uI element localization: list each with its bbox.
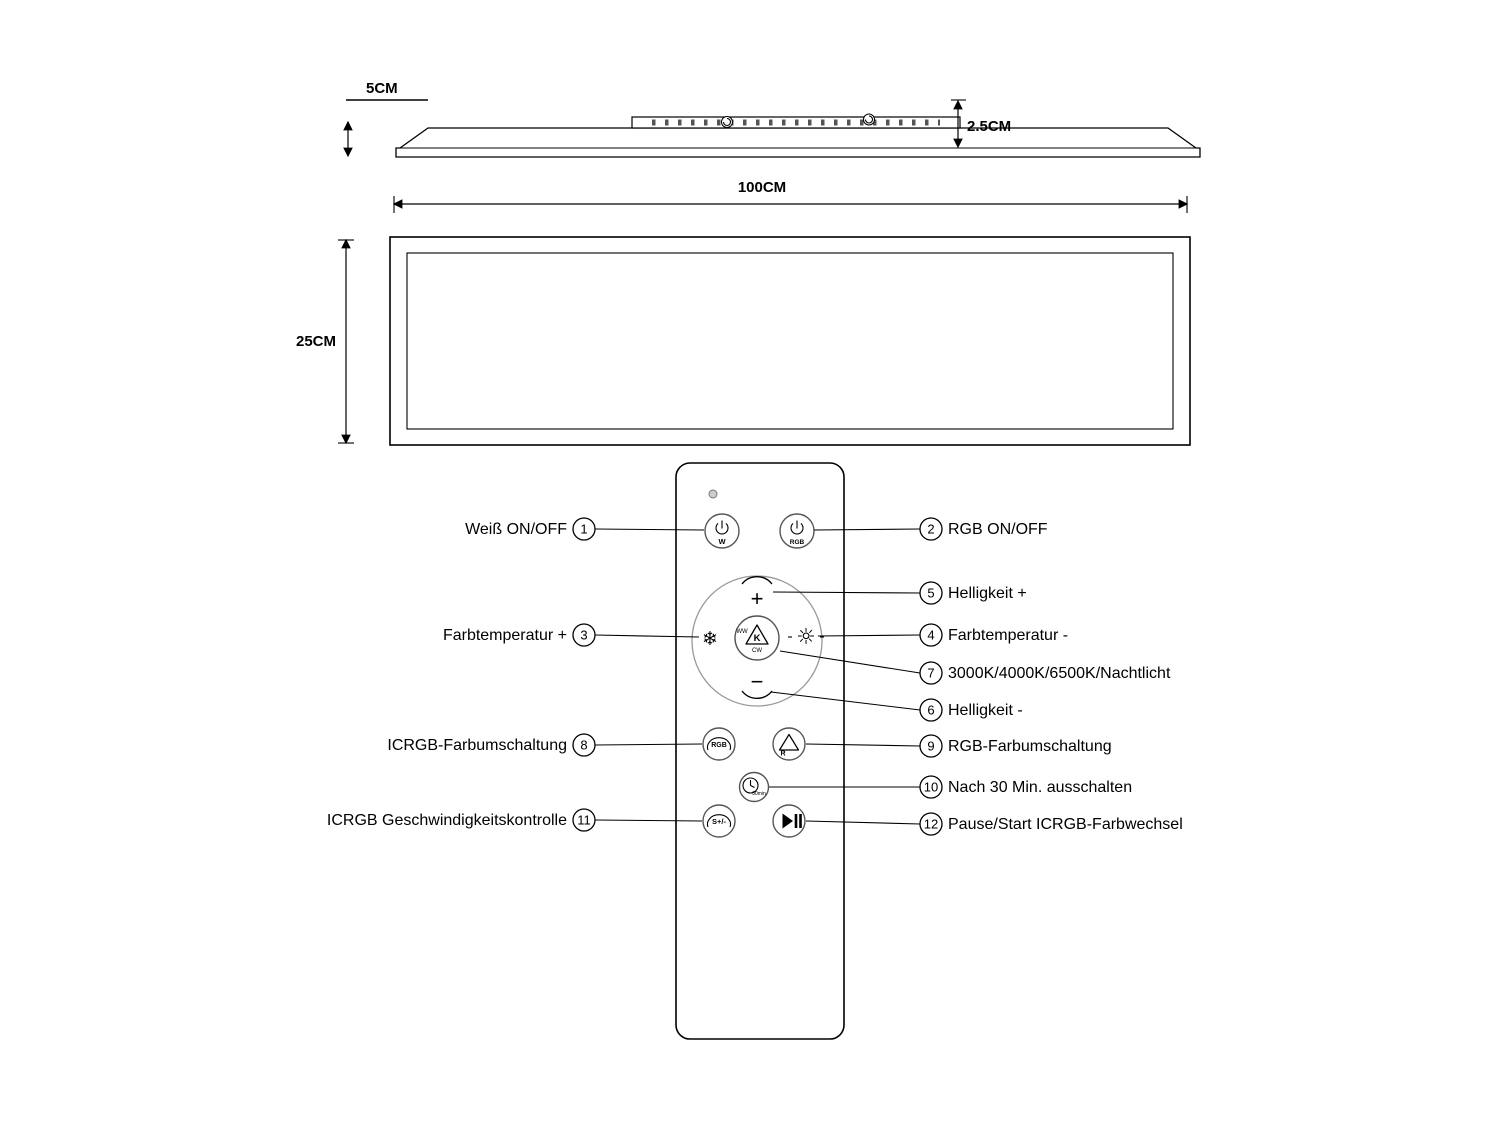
sun-icon: ☼	[796, 625, 816, 650]
callout-6-label: Helligkeit -	[948, 702, 1023, 719]
callout-6-number: 6	[927, 702, 935, 718]
callout-11	[327, 809, 702, 831]
callout-12-label: Pause/Start ICRGB-Farbwechsel	[948, 816, 1183, 833]
led-indicator	[709, 490, 717, 498]
dimension-2-5cm-label: 2.5CM	[967, 118, 1012, 135]
dimension-100cm-label: 100CM	[737, 179, 787, 196]
callout-4-number: 4	[927, 627, 935, 643]
callout-10-number: 10	[923, 779, 939, 795]
callout-3-label: Farbtemperatur +	[442, 627, 567, 644]
front-view-diagram	[296, 179, 1190, 445]
panel-front-inner	[407, 253, 1173, 429]
timer-button	[740, 773, 769, 802]
dimension-5cm-label: 5CM	[366, 80, 398, 97]
callout-3	[443, 624, 699, 646]
callout-3-number: 3	[580, 627, 588, 643]
callout-7-number: 7	[927, 665, 935, 681]
cct-cycle-button	[735, 616, 779, 660]
cable-clip-icon	[722, 117, 733, 128]
rgb-cycle-button	[773, 728, 805, 760]
cct-k-label: K	[753, 633, 761, 644]
remote-control-diagram	[676, 463, 844, 1039]
callout-2	[814, 518, 1048, 540]
callout-12	[806, 813, 1183, 835]
timer-label: 30min	[752, 791, 766, 797]
callout-10-label: Nach 30 Min. ausschalten	[948, 779, 1133, 796]
panel-side-profile	[396, 128, 1200, 157]
rgb-power-button	[780, 514, 814, 548]
plus-icon: +	[750, 586, 764, 611]
dimension-100cm	[394, 179, 1187, 213]
callout-9-label: RGB-Farbumschaltung	[948, 738, 1112, 755]
cable-clip-icon	[864, 114, 875, 125]
minus-icon: −	[750, 669, 764, 694]
callout-1	[465, 518, 704, 540]
rgb-cycle-r-label: R	[780, 750, 786, 758]
snowflake-icon: ❄	[702, 628, 718, 650]
callout-4	[818, 624, 1068, 646]
callout-9-number: 9	[927, 738, 935, 754]
side-view-diagram	[346, 80, 1200, 157]
callout-11-label: ICRGB Geschwindigkeitskontrolle	[326, 812, 567, 829]
callout-11-number: 11	[577, 812, 591, 828]
remote-body	[676, 463, 844, 1039]
dimension-25cm	[296, 240, 354, 443]
callout-5-number: 5	[927, 585, 935, 601]
callout-1-number: 1	[580, 521, 588, 537]
white-power-button-label: W	[718, 537, 726, 546]
icrgb-cycle-button	[703, 728, 735, 760]
cct-ww-label: WW	[736, 629, 748, 635]
cct-cool-button	[702, 628, 718, 650]
icrgb-cycle-label: RGB	[711, 742, 727, 749]
rgb-power-button-label: RGB	[789, 539, 805, 546]
callout-5-label: Helligkeit +	[948, 585, 1027, 602]
callout-1-label: Weiß ON/OFF	[465, 521, 567, 538]
callout-2-number: 2	[927, 521, 935, 537]
callout-8-label: ICRGB-Farbumschaltung	[387, 737, 567, 754]
cct-cw-label: CW	[752, 648, 762, 654]
callout-12-number: 12	[923, 816, 939, 832]
play-pause-button	[773, 805, 805, 837]
callout-9	[806, 735, 1112, 757]
speed-label: S+/-	[712, 817, 726, 826]
dimension-25cm-label: 25CM	[295, 333, 337, 350]
white-power-button	[705, 514, 739, 548]
callout-2-label: RGB ON/OFF	[948, 521, 1048, 538]
speed-button	[703, 805, 735, 837]
callout-8	[387, 734, 702, 756]
callout-4-label: Farbtemperatur -	[948, 627, 1069, 644]
callout-7-label: 3000K/4000K/6500K/Nachtlicht	[948, 665, 1171, 682]
callout-8-number: 8	[580, 737, 588, 753]
